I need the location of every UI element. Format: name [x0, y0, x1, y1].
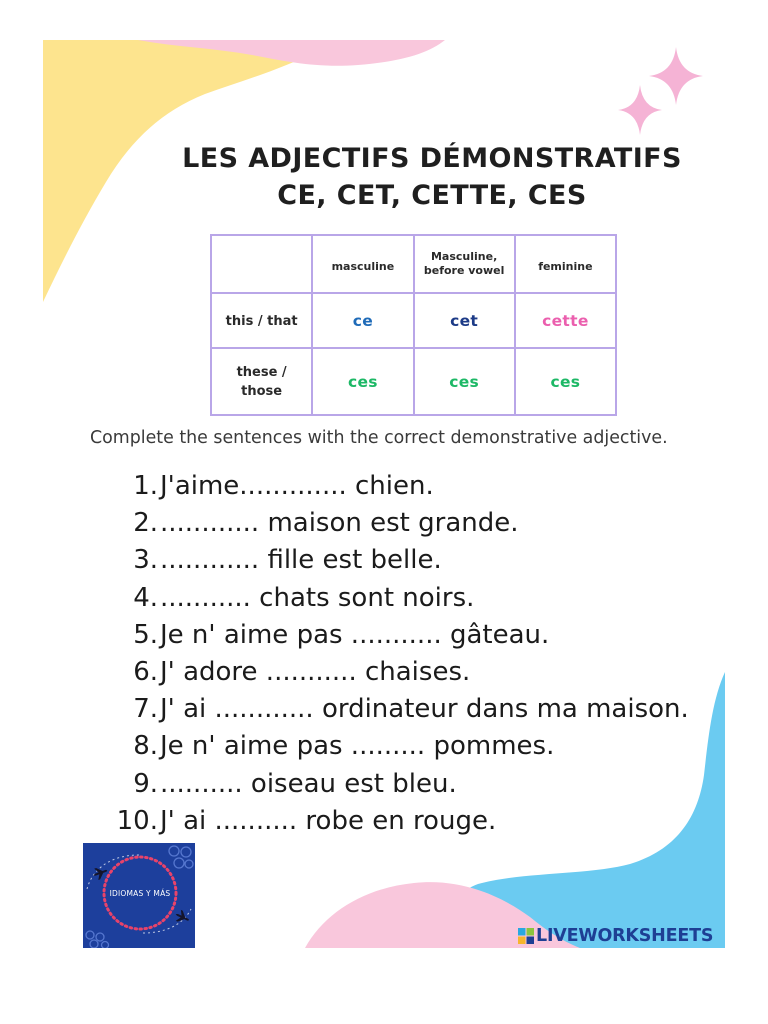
exercise-list	[0, 468, 768, 840]
exercise-number: 3.	[133, 545, 158, 576]
liveworksheets-icon	[518, 928, 534, 944]
exercise-sentence: .......... oiseau est bleu.	[160, 768, 457, 799]
table-row-label: these / those	[236, 364, 287, 399]
exercise-sentence: J' ai .......... robe en rouge.	[160, 805, 497, 836]
table-header-text: feminine	[538, 259, 593, 273]
table-word-cell	[312, 293, 413, 348]
exercise-item	[0, 468, 768, 505]
word-cette: cette	[542, 312, 589, 330]
idiomas-y-mas-logo	[83, 843, 195, 948]
table-header-cell-masculine-before-vowel	[414, 235, 515, 293]
exercise-number: 6.	[133, 656, 158, 687]
exercise-sentence: ........... chats sont noirs.	[160, 582, 475, 613]
exercise-sentence: ............ fille est belle.	[160, 545, 442, 576]
exercise-number: 10.	[116, 805, 158, 836]
exercise-item	[0, 654, 768, 691]
table-header-text: Masculine, before vowel	[423, 250, 505, 277]
exercise-sentence: Je n' aime pas ........... gâteau.	[160, 619, 550, 650]
exercise-number: 9.	[133, 768, 158, 799]
exercise-item	[0, 617, 768, 654]
table-header-row	[211, 235, 616, 293]
table-word-cell	[515, 348, 616, 415]
exercise-item	[0, 766, 768, 803]
table-header-cell-feminine	[515, 235, 616, 293]
exercise-item	[0, 728, 768, 765]
word-ces: ces	[347, 373, 378, 391]
table-row-label-cell	[211, 293, 312, 348]
table-header-cell-empty	[211, 235, 312, 293]
table-word-cell	[414, 348, 515, 415]
exercise-number: 1.	[133, 471, 158, 501]
table-word-cell	[414, 293, 515, 348]
table-header-text: masculine	[331, 259, 395, 273]
exercise-item	[0, 542, 768, 579]
table-word-cell	[312, 348, 413, 415]
exercise-sentence: Je n' aime pas ......... pommes.	[160, 731, 555, 762]
word-ces: ces	[449, 373, 480, 391]
exercise-sentence: J'aime............. chien.	[160, 471, 434, 501]
table-row-label: this / that	[225, 314, 298, 329]
word-cet: cet	[450, 312, 479, 330]
exercise-number: 5.	[133, 619, 158, 650]
exercise-sentence: ............ maison est grande.	[160, 508, 519, 539]
exercise-instructions: Complete the sentences with the correct demonstrative adjective.	[90, 428, 668, 448]
exercise-item	[0, 803, 768, 840]
exercise-sentence: J' adore ........... chaises.	[160, 656, 471, 687]
word-ce: ce	[352, 312, 374, 330]
exercise-number: 4.	[133, 582, 158, 613]
demonstrative-adjectives-table	[210, 234, 617, 416]
liveworksheets-watermark	[518, 926, 713, 946]
table-header-cell-masculine	[312, 235, 413, 293]
logo-text: IDIOMAS Y MÁS	[109, 889, 171, 898]
table-row-plural	[211, 348, 616, 415]
exercise-item	[0, 505, 768, 542]
exercise-number: 8.	[133, 731, 158, 762]
title-line-1: LES ADJECTIFS DÉMONSTRATIFS	[182, 143, 682, 174]
table-row-label-cell	[211, 348, 312, 415]
title-line-2: CE, CET, CETTE, CES	[277, 180, 587, 211]
exercise-item	[0, 580, 768, 617]
exercise-item	[0, 691, 768, 728]
exercise-sentence: J' ai ............ ordinateur dans ma maison.	[160, 694, 689, 725]
liveworksheets-label: LIVEWORKSHEETS	[536, 926, 714, 946]
exercise-number: 2.	[133, 508, 158, 539]
table-row-singular	[211, 293, 616, 348]
sparkle-large-icon	[649, 47, 703, 105]
worksheet-title	[132, 140, 732, 214]
word-ces: ces	[550, 373, 581, 391]
sparkle-small-icon	[618, 85, 662, 135]
exercise-number: 7.	[133, 694, 158, 725]
table-word-cell	[515, 293, 616, 348]
